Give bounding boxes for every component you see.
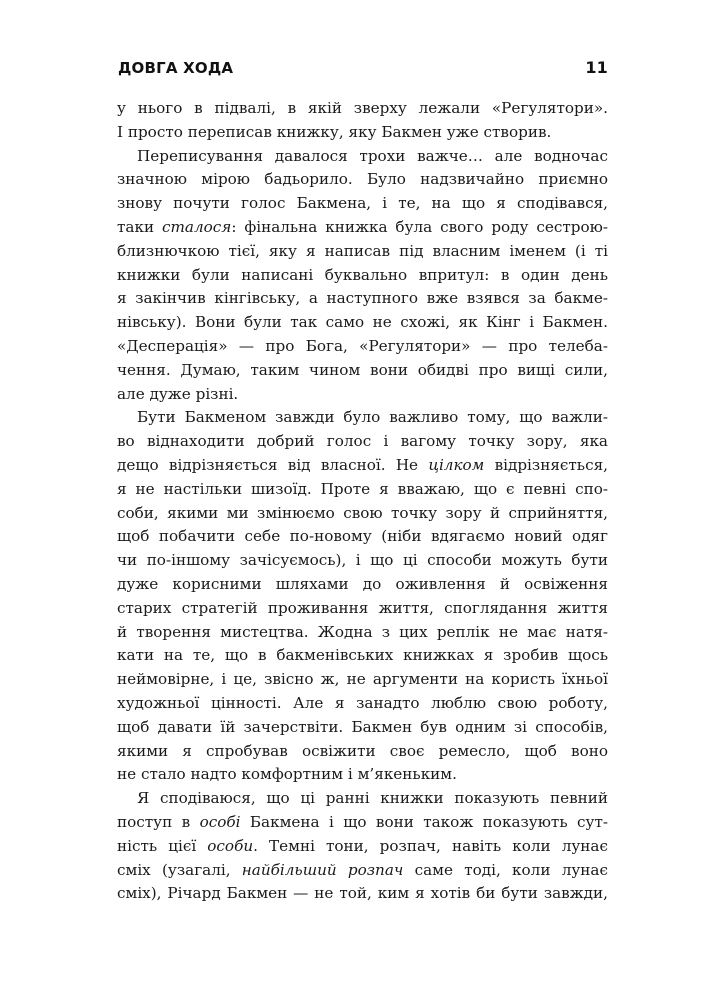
text-line [117, 121, 608, 145]
italic-text: особі [199, 812, 241, 831]
text-run: во віднаходити добрий голос і вагому точку зору, яка [117, 432, 608, 451]
text-run: щоб давати їй зачерствіти. Бакмен був одним зі способів, [117, 717, 608, 736]
text-run: знову почути голос Бакмена, і те, на що я сподівався, [117, 194, 608, 213]
text-line [117, 811, 608, 835]
text-run: але дуже різні. [117, 384, 239, 403]
text-run: саме тоді, коли лунає [403, 860, 608, 879]
text-line [117, 644, 608, 668]
text-line [117, 287, 608, 311]
text-run: старих стратегій проживання життя, споглядання життя [117, 598, 608, 617]
text-line [117, 787, 608, 811]
text-line [117, 216, 608, 240]
text-run: кати на те, що в бакменівських книжках я зробив щось [117, 646, 608, 665]
page-number: 11 [585, 58, 608, 77]
text-line [117, 573, 608, 597]
italic-text: найбільший розпач [241, 860, 404, 879]
text-run: . Темні тони, розпач, навіть коли лунає [253, 836, 608, 855]
text-run: «Десперація» — про Бога, «Регулятори» — про телеба- [117, 336, 608, 355]
text-line [117, 383, 608, 407]
text-line [117, 692, 608, 716]
text-line [117, 502, 608, 526]
text-run: не стало надто комфортним і м’якеньким. [117, 765, 457, 784]
italic-text: особи [207, 836, 254, 855]
text-run: я не настільки шизоїд. Проте я вважаю, що є певні спо- [117, 479, 608, 498]
text-run: Бакмена і що вони також показують сут- [240, 812, 608, 831]
text-line [117, 97, 608, 121]
text-run: книжки були написані буквально впритул: в один день [117, 265, 608, 284]
text-line [117, 716, 608, 740]
text-line [117, 763, 608, 787]
text-line [117, 264, 608, 288]
text-run: неймовірне, і це, звісно ж, не аргументи на користь їхньої [117, 670, 608, 689]
italic-text: сталося [161, 217, 232, 236]
text-line [117, 145, 608, 169]
text-line [117, 335, 608, 359]
text-run: Бути Бакменом завжди було важливо тому, що важли- [137, 408, 608, 427]
text-run: : фінальна книжка була свого роду сестрою- [231, 217, 608, 236]
text-run: нівську). Вони були так само не схожі, як Кінг і Бакмен. [117, 313, 608, 332]
text-line [117, 621, 608, 645]
text-line [117, 359, 608, 383]
text-run: й творення мистецтва. Жодна з цих реплік не має натя- [117, 622, 608, 641]
text-run: якими я спробував освіжити своє ремесло, щоб воно [117, 741, 608, 760]
text-line [117, 406, 608, 430]
text-run: художньої цінності. Але я занадто люблю свою роботу, [117, 693, 608, 712]
text-run: Переписування давалося трохи важче… але водночас [137, 146, 608, 165]
text-line [117, 311, 608, 335]
text-run: сміх (узагалі, [117, 860, 242, 879]
text-run: сміх), Річард Бакмен — не той, ким я хотів би бути завжди, [117, 884, 608, 903]
text-run: значною мірою бадьорило. Було надзвичайно приємно [117, 170, 608, 189]
text-line [117, 597, 608, 621]
text-line [117, 549, 608, 573]
text-run: таки [117, 217, 162, 236]
text-run: близнючкою тієї, яку я написав під власним іменем (і ті [117, 241, 608, 260]
text-line [117, 740, 608, 764]
running-title: ДОВГА ХОДА [118, 59, 234, 77]
text-line [117, 668, 608, 692]
text-line [117, 454, 608, 478]
text-run: я закінчив кінгівську, а наступного вже взявся за бакме- [117, 289, 608, 308]
text-line [117, 192, 608, 216]
text-line [117, 240, 608, 264]
text-run: у нього в підвалі, в якій зверху лежали «Регулятори». [117, 99, 608, 117]
text-run: дещо відрізняється від власної. Не [117, 455, 429, 474]
text-run: Я сподіваюся, що ці ранні книжки показують певний [137, 789, 608, 808]
text-run: чення. Думаю, таким чином вони обидві про вищі сили, [117, 360, 608, 379]
text-run: щоб побачити себе по-новому (ніби вдягаємо новий одяг [117, 527, 608, 546]
text-line [117, 859, 608, 883]
text-run: ність цієї [117, 836, 208, 855]
text-line [117, 168, 608, 192]
text-line [117, 478, 608, 502]
text-line [117, 430, 608, 454]
text-run: дуже корисними шляхами до оживлення й освіження [117, 574, 608, 593]
italic-text: цілком [428, 455, 485, 474]
text-line [117, 525, 608, 549]
body-text [117, 97, 608, 906]
text-run: соби, якими ми змінюємо свою точку зору й сприйняття, [117, 503, 608, 522]
text-run: І просто переписав книжку, яку Бакмен уже створив. [117, 122, 552, 141]
text-run: чи по-іншому зачісуємось), і що ці способи можуть бути [117, 551, 608, 570]
text-line [117, 882, 608, 906]
text-run: відрізняється, [484, 455, 608, 474]
running-header [118, 58, 608, 88]
text-line [117, 835, 608, 859]
text-run: поступ в [117, 812, 200, 831]
